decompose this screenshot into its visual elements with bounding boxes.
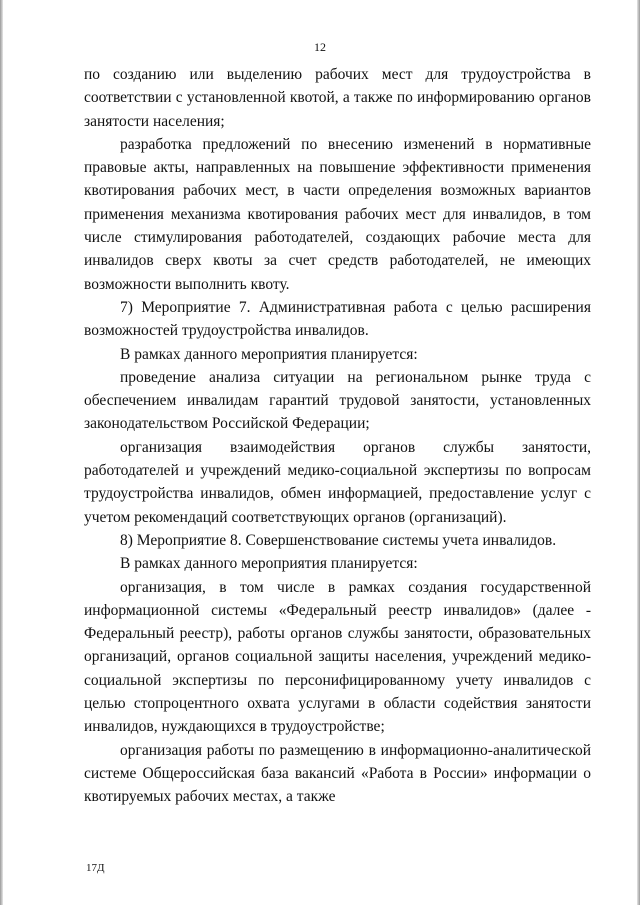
- paragraph: 7) Мероприятие 7. Административная работа с целью расширения возможностей трудоустройства инвалидов.: [84, 298, 591, 340]
- body-text: [84, 63, 591, 809]
- footer-code: 17Д: [86, 862, 105, 874]
- paragraph: организация, в том числе в рамках создания государственной информационной системы «Федеральный реестр инвалидов» (далее - Федеральный реестр), работы органов службы занятости, образовательных организаций, органов социальной защиты населения, учреждений медико-социальной экспертизы по персонифицированному учету инвалидов с целью стопроцентного охвата услугами в области содействия занятости инвалидов, нуждающихся в трудоустройстве;: [84, 578, 591, 736]
- paragraph: организация работы по размещению в информационно-аналитической системе Общероссийская база вакансий «Работа в России» информации о квотируемых рабочих местах, а также: [84, 741, 591, 806]
- paragraph: разработка предложений по внесению изменений в нормативные правовые акты, направленных на повышение эффективности применения квотирования рабочих мест, в части определения возможных вариантов применения механизма квотирования рабочих мест для инвалидов, в том числе стимулирования работодателей, создающих рабочие места для инвалидов сверх квоты за счет средств работодателей, не имеющих возможности выполнить квоту.: [84, 135, 591, 293]
- page-number: 12: [314, 40, 326, 54]
- paragraph: В рамках данного мероприятия планируется:: [120, 345, 418, 363]
- paragraph: В рамках данного мероприятия планируется:: [120, 555, 418, 573]
- paragraph: 8) Мероприятие 8. Совершенствование системы учета инвалидов.: [120, 531, 557, 549]
- paragraph: по созданию или выделению рабочих мест для трудоустройства в соответствии с установленной квотой, а также по информированию органов занятости населения;: [84, 66, 591, 130]
- scan-edge-left: [0, 0, 3, 905]
- paragraph: организация взаимодействия органов службы занятости, работодателей и учреждений медико-социальной экспертизы по вопросам трудоустройства инвалидов, обмен информацией, предоставление услуг с учетом рекомендаций соответствующих органов (организаций).: [84, 438, 591, 526]
- paragraph: проведение анализа ситуации на региональном рынке труда с обеспечением инвалидам гарантий трудовой занятости, установленных законодательством Российской Федерации;: [84, 368, 591, 433]
